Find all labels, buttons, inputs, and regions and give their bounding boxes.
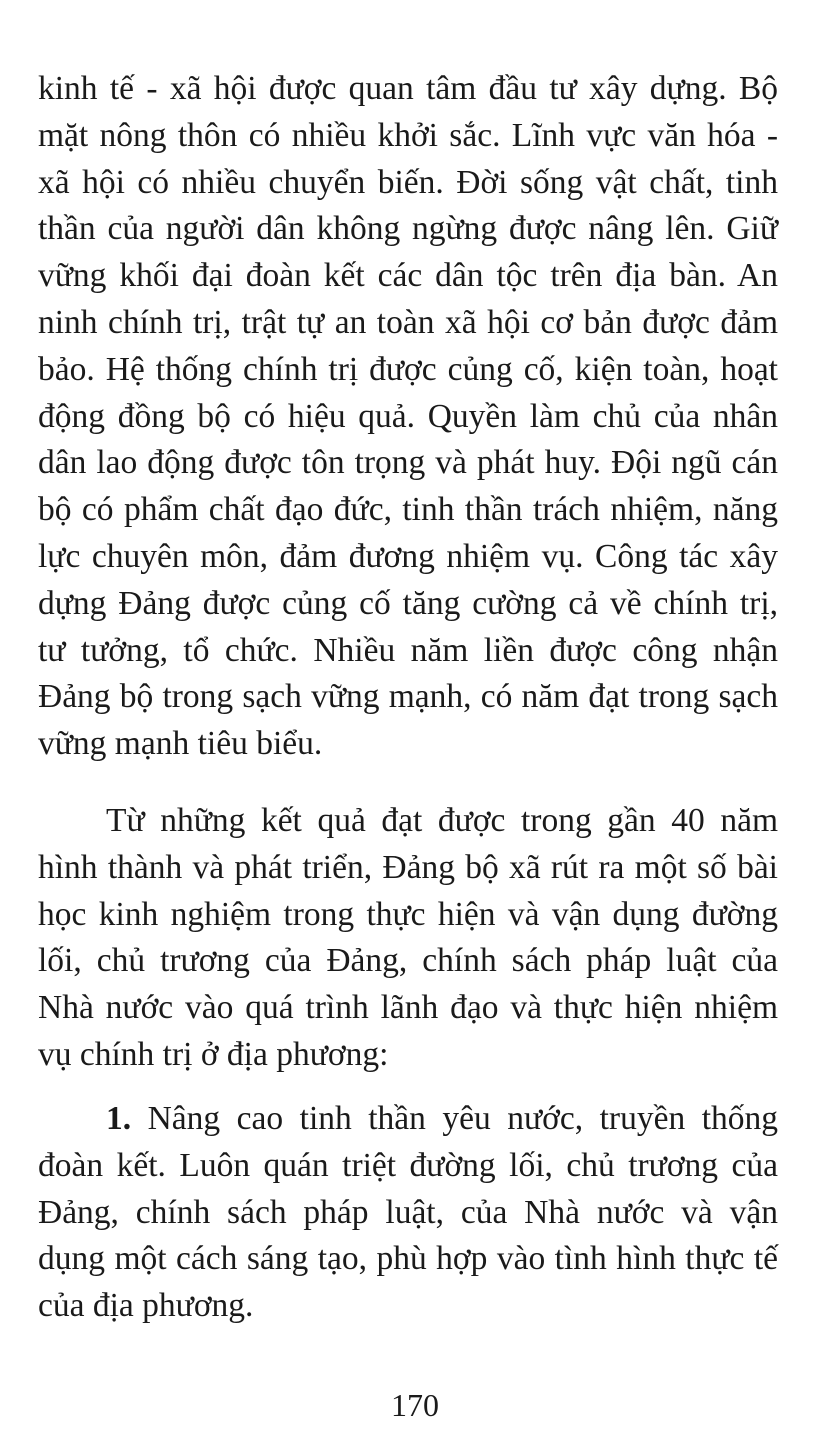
paragraph-1-line: tư tưởng, tổ chức. Nhiều năm liền được công nhận [38, 631, 778, 669]
paragraph-1-line: kinh tế - xã hội được quan tâm đầu tư xây dựng. Bộ [38, 70, 778, 107]
paragraph-1-line: vững khối đại đoàn kết các dân tộc trên địa bàn. An [38, 257, 778, 295]
paragraph-1-line: xã hội có nhiều chuyển biến. Đời sống vật chất, tinh [38, 163, 778, 201]
paragraph-2-line: vụ chính trị ở địa phương: [38, 1035, 389, 1073]
paragraph-1 [38, 66, 778, 768]
paragraph-2 [38, 798, 778, 1079]
paragraph-3-line: của địa phương. [38, 1287, 254, 1325]
paragraph-1-line: động đồng bộ có hiệu quả. Quyền làm chủ của nhân [38, 397, 778, 435]
paragraph-1-line: ninh chính trị, trật tự an toàn xã hội cơ bản được đảm [38, 303, 778, 341]
paragraph-2-line: hình thành và phát triển, Đảng bộ xã rút ra một số bài [38, 848, 778, 886]
paragraph-1-line: dựng Đảng được củng cố tăng cường cả về chính trị, [38, 584, 778, 622]
paragraph-3-line: dụng một cách sáng tạo, phù hợp vào tình hình thực tế [38, 1240, 778, 1278]
paragraph-1-line: Đảng bộ trong sạch vững mạnh, có năm đạt trong sạch [38, 678, 778, 716]
paragraph-2-line: học kinh nghiệm trong thực hiện và vận dụng đường [38, 895, 778, 933]
paragraph-3-first-line-text: Nâng cao tinh thần yêu nước, truyền thống [131, 1100, 778, 1137]
paragraph-1-line: lực chuyên môn, đảm đương nhiệm vụ. Công tác xây [38, 537, 778, 575]
paragraph-2-line: Nhà nước vào quá trình lãnh đạo và thực hiện nhiệm [38, 989, 778, 1027]
list-number: 1. [106, 1100, 132, 1137]
paragraph-2-line: Từ những kết quả đạt được trong gần 40 năm [106, 802, 778, 839]
paragraph-1-line: dân lao động được tôn trọng và phát huy. Đội ngũ cán [38, 444, 778, 482]
paragraph-2-line: lối, chủ trương của Đảng, chính sách pháp luật của [38, 942, 778, 980]
paragraph-1-line: mặt nông thôn có nhiều khởi sắc. Lĩnh vực văn hóa - [38, 116, 778, 154]
paragraph-3-line: Đảng, chính sách pháp luật, của Nhà nước và vận [38, 1193, 778, 1231]
paragraph-1-line: vững mạnh tiêu biểu. [38, 725, 323, 763]
paragraph-3-first-line [38, 1096, 778, 1143]
paragraph-1-line: bộ có phẩm chất đạo đức, tinh thần trách nhiệm, năng [38, 491, 778, 529]
paragraph-1-line: thần của người dân không ngừng được nâng lên. Giữ [38, 210, 778, 248]
paragraph-1-line: bảo. Hệ thống chính trị được củng cố, kiện toàn, hoạt [38, 350, 778, 388]
paragraph-3 [38, 1096, 778, 1330]
page-number: 170 [391, 1387, 439, 1423]
paragraph-3-line: đoàn kết. Luôn quán triệt đường lối, chủ trương của [38, 1146, 778, 1184]
